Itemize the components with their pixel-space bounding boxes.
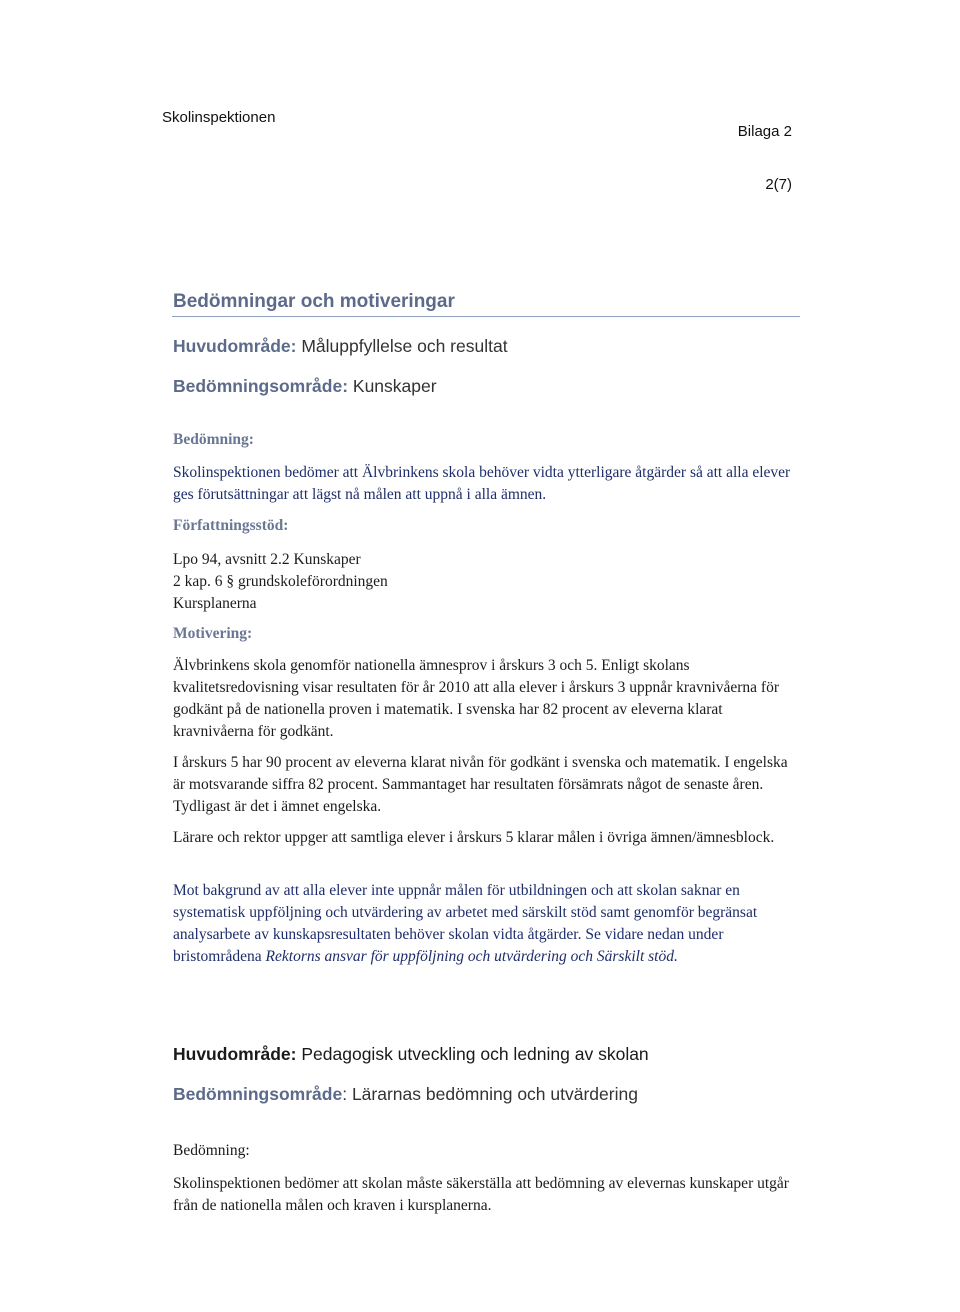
main-area-label-2: Huvudområde: xyxy=(173,1044,297,1064)
conclusion-text: Mot bakgrund av att alla elever inte uppnår målen för utbildningen och att skolan saknar en systematisk uppföljning och utvärdering av arbetet med särskilt stöd samt genomför begränsat analysarbete av kunskapsresultaten behöver skolan vidta åtgärder. Se vidare nedan under bristområdena xyxy=(173,882,758,965)
legal-basis-item: Kursplanerna xyxy=(173,595,257,612)
conclusion-paragraph xyxy=(173,880,798,968)
assessment-text: Skolinspektionen bedömer att Älvbrinkens skola behöver vidta ytterligare åtgärder så att alla elever ges förutsättningar att lägst nå målen att uppnå i alla ämnen. xyxy=(173,464,791,503)
motivation-paragraph: Lärare och rektor uppger att samtliga elever i årskurs 5 klarar målen i övriga ämnen/ämnesblock. xyxy=(173,829,775,846)
legal-basis-list xyxy=(173,549,798,615)
legal-basis-label: Författningsstöd: xyxy=(173,517,289,534)
organization-name: Skolinspektionen xyxy=(162,109,276,126)
section-title: Bedömningar och motiveringar xyxy=(173,291,455,312)
motivation-paragraph: I årskurs 5 har 90 procent av eleverna klarat nivån för godkänt i svenska och matematik. I engelska är motsvarande siffra 82 procent. Sammantaget har resultaten försämrats något de senaste åren. Tydligast är det i ämnet engelska. xyxy=(173,754,788,815)
legal-basis-item: 2 kap. 6 § grundskoleförordningen xyxy=(173,573,388,590)
main-area-value-2: Pedagogisk utveckling och ledning av skolan xyxy=(301,1044,649,1064)
assessment-area-label: Bedömningsområde: xyxy=(173,376,349,396)
title-rule xyxy=(172,316,800,317)
motivation-paragraph: Älvbrinkens skola genomför nationella ämnesprov i årskurs 3 och 5. Enligt skolans kvalitetsredovisning visar resultaten för år 2010 att alla elever i årskurs 3 uppnår kravnivåerna för godkänt på de nationella proven i matematik. I svenska har 82 procent av eleverna klarat kravnivåerna för godkänt. xyxy=(173,657,780,740)
main-area-heading xyxy=(173,336,508,357)
assessment-area-heading-2 xyxy=(173,1084,638,1105)
page-number: 2(7) xyxy=(765,176,792,193)
assessment-area-label-2: Bedömningsområde xyxy=(173,1084,343,1104)
motivation-label: Motivering: xyxy=(173,625,253,642)
attachment-label: Bilaga 2 xyxy=(737,123,792,140)
assessment-area-value-2: Lärarnas bedömning och utvärdering xyxy=(351,1084,638,1104)
deficiency-areas-reference: Rektorns ansvar för uppföljning och utvärdering och Särskilt stöd. xyxy=(265,948,678,965)
main-area-value: Måluppfyllelse och resultat xyxy=(301,336,508,356)
legal-basis-item: Lpo 94, avsnitt 2.2 Kunskaper xyxy=(173,551,361,568)
assessment-area-value: Kunskaper xyxy=(352,376,437,396)
main-area-label: Huvudområde: xyxy=(173,336,297,356)
assessment-label: Bedömning: xyxy=(173,431,254,448)
main-area-heading-2 xyxy=(173,1044,649,1065)
assessment-area-colon: : xyxy=(342,1084,352,1104)
assessment-area-heading xyxy=(173,376,437,397)
assessment-label-2: Bedömning: xyxy=(173,1142,250,1159)
assessment-text-2: Skolinspektionen bedömer att skolan måste säkerställa att bedömning av elevernas kunskaper utgår från de nationella målen och kraven i kursplanerna. xyxy=(173,1175,789,1214)
